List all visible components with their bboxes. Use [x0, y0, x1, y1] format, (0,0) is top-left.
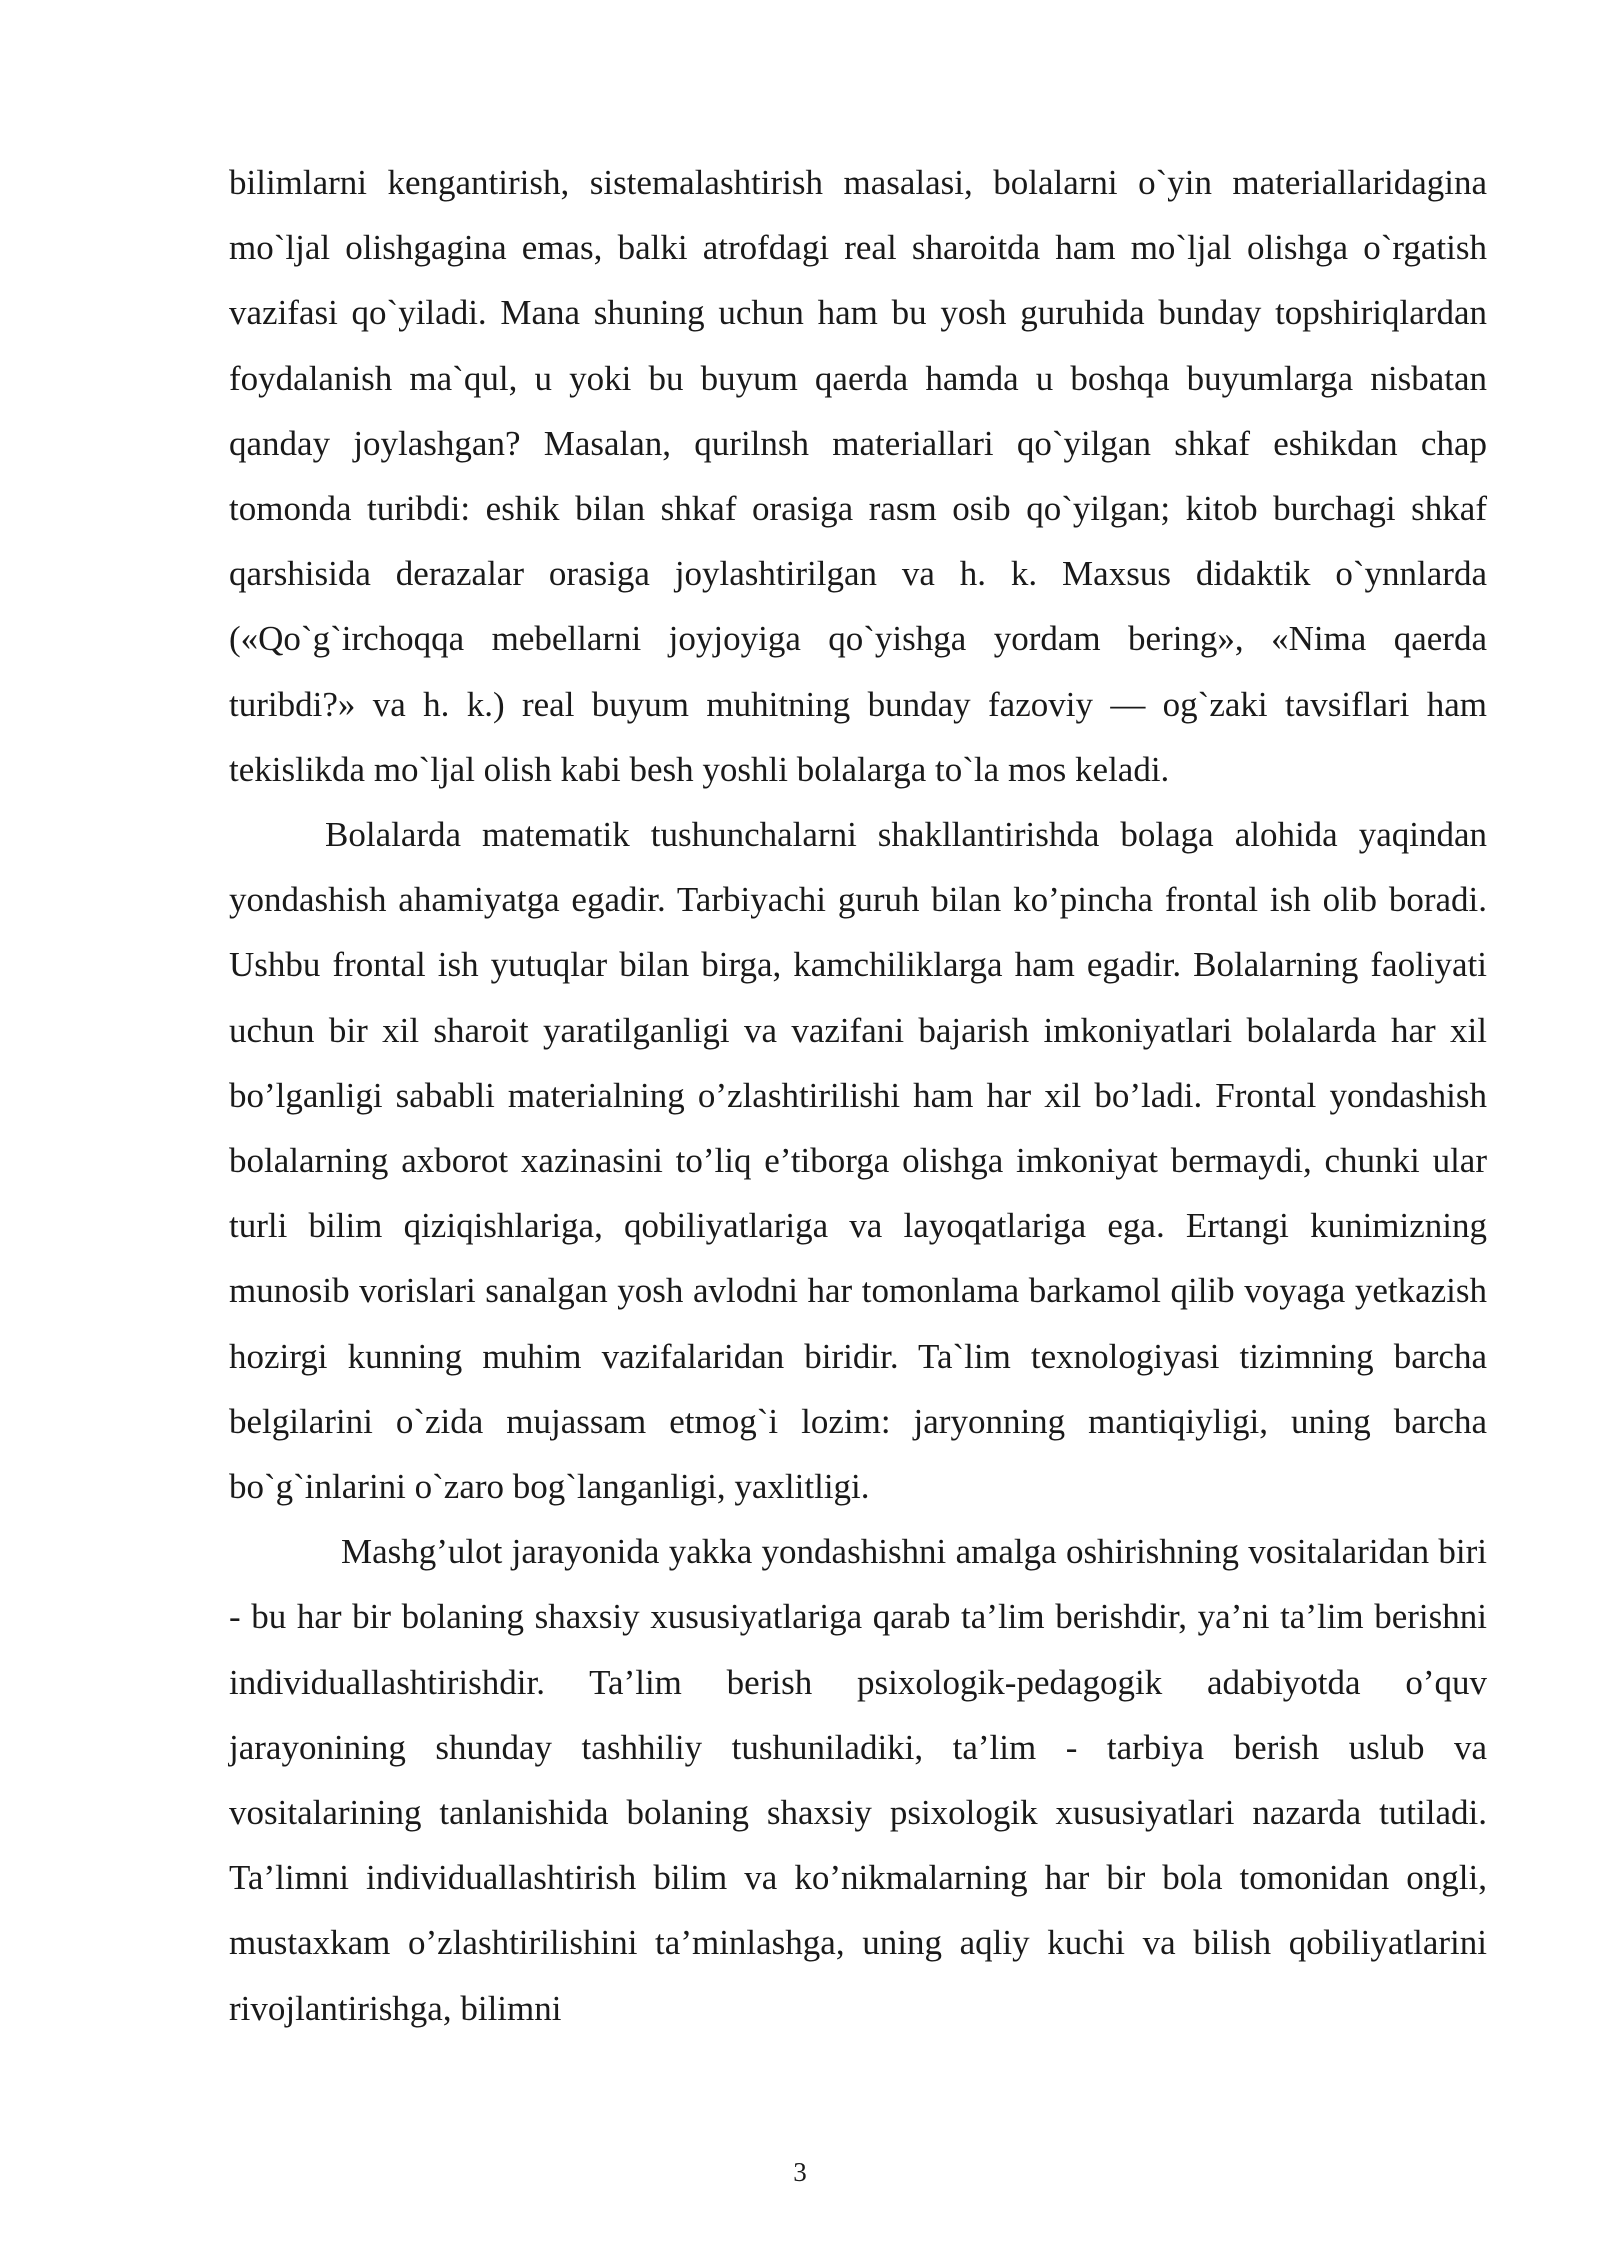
document-body	[229, 150, 1487, 2041]
paragraph-2: Bolalarda matematik tushunchalarni shakllantirishda bolaga alohida yaqindan yondashish ahamiyatga egadir. Tarbiyachi guruh bilan ko’pincha frontal ish olib boradi. Ushbu frontal ish yutuqlar bilan birga, kamchiliklarga ham egadir. Bolalarning faoliyati uchun bir xil sharoit yaratilganligi va vazifani bajarish imkoniyatlari bolalarda har xil bo’lganligi sababli materialning o’zlashtirilishi ham har xil bo’ladi. Frontal yondashish bolalarning axborot xazinasini to’liq e’tiborga olishga imkoniyat bermaydi, chunki ular turli bilim qiziqishlariga, qobiliyatlariga va layoqatlariga ega. Ertangi kunimizning munosib vorislari sanalgan yosh avlodni har tomonlama barkamol qilib voyaga yetkazish hozirgi kunning muhim vazifalaridan biridir. Ta`lim texnologiyasi tizimning barcha belgilarini o`zida mujassam etmog`i lozim: jaryonning mantiqiyligi, uning barcha bo`g`inlarini o`zaro bog`langanligi, yaxlitligi.	[229, 815, 1487, 1507]
page-number: 3	[793, 2157, 807, 2187]
paragraph-1: bilimlarni kengantirish, sistemalashtirish masalasi, bolalarni o`yin materiallaridagina mo`ljal olishgagina emas, balki atrofdagi real sharoitda ham mo`ljal olishga o`rgatish vazifasi qo`yiladi. Mana shuning uchun ham bu yosh guruhida bunday topshiriqlardan foydalanish ma`qul, u yoki bu buyum qaerda hamda u boshqa buyumlarga nisbatan qanday joylashgan? Masalan, qurilnsh materiallari qo`yilgan shkaf eshikdan chap tomonda turibdi: eshik bilan shkaf orasiga rasm osib qo`yilgan; kitob burchagi shkaf qarshisida derazalar orasiga joylashtirilgan va h. k. Maxsus didaktik o`ynnlarda («Qo`g`irchoqqa mebellarni joyjoyiga qo`yishga yordam bering», «Nima qaerda turibdi?» va h. k.) real buyum muhitning bunday fazoviy — og`zaki tavsiflari ham tekislikda mo`ljal olish kabi besh yoshli bolalarga to`la mos keladi.	[229, 163, 1487, 789]
paragraph-3: Mashg’ulot jarayonida yakka yondashishni amalga oshirishning vositalaridan biri - bu har bir bolaning shaxsiy xususiyatlariga qarab ta’lim berishdir, ya’ni ta’lim berishni individuallashtirishdir. Ta’lim berish psixologik-pedagogik adabiyotda o’quv jarayonining shunday tashhiliy tushuniladiki, ta’lim - tarbiya berish uslub va vositalarining tanlanishida bolaning shaxsiy psixologik xususiyatlari nazarda tutiladi. Ta’limni individuallashtirish bilim va ko’nikmalarning har bir bola tomonidan ongli, mustaxkam o’zlashtirilishini ta’minlashga, uning aqliy kuchi va bilish qobiliyatlarini rivojlantirishga, bilimni	[229, 1532, 1487, 2028]
